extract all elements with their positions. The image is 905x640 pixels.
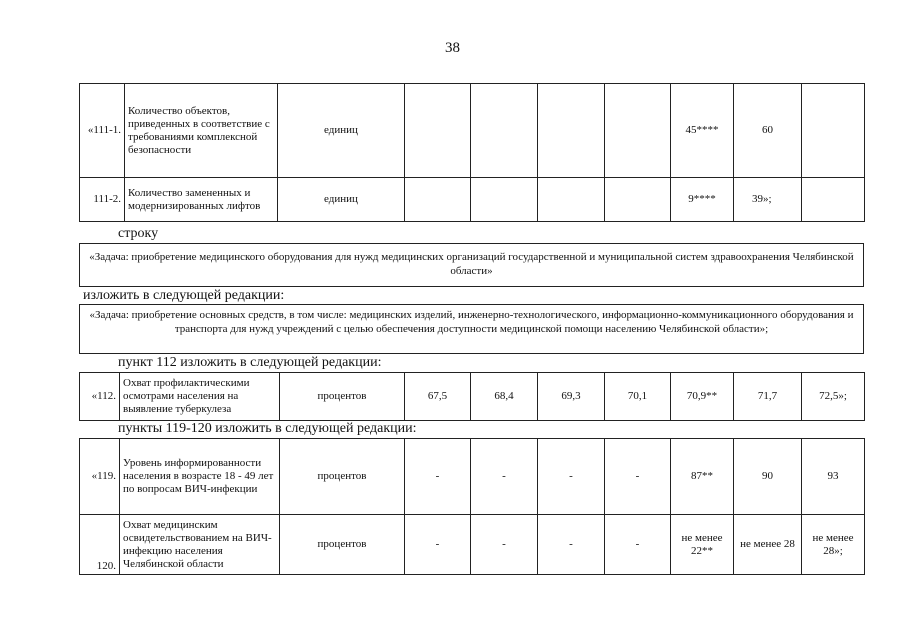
page-number: 38 xyxy=(445,40,460,56)
value-cell: 87** xyxy=(671,439,734,515)
value-cell: - xyxy=(538,515,605,575)
indicator-name: Уровень информированности населения в возрасте 18 - 49 лет по вопросам ВИЧ-инфекции xyxy=(120,439,280,515)
table-row xyxy=(80,515,865,575)
value-cell xyxy=(605,84,671,178)
note-stroku: строку xyxy=(118,226,159,241)
value-cell: 71,7 xyxy=(734,373,802,421)
value-cell: 39»; xyxy=(734,178,802,222)
row-number: «112. xyxy=(80,373,120,421)
value-cell: 70,1 xyxy=(605,373,671,421)
unit: процентов xyxy=(280,515,405,575)
value-cell xyxy=(538,84,605,178)
value-cell: 45**** xyxy=(671,84,734,178)
value-cell xyxy=(405,178,471,222)
row-number: «111-1. xyxy=(80,84,125,178)
row-number: 111-2. xyxy=(80,178,125,222)
value-cell: 70,9** xyxy=(671,373,734,421)
value-cell xyxy=(605,178,671,222)
value-cell xyxy=(538,178,605,222)
table-row xyxy=(80,373,865,421)
value-cell: - xyxy=(471,515,538,575)
value-cell: 68,4 xyxy=(471,373,538,421)
indicator-name: Количество объектов, приведенных в соответствие с требованиями комплексной безопасности xyxy=(125,84,278,178)
value-cell: 67,5 xyxy=(405,373,471,421)
value-cell: - xyxy=(605,515,671,575)
table-119-120 xyxy=(79,438,865,575)
unit: единиц xyxy=(278,84,405,178)
table-row xyxy=(80,84,865,178)
value-cell: - xyxy=(405,515,471,575)
value-cell: 69,3 xyxy=(538,373,605,421)
value-cell: 60 xyxy=(734,84,802,178)
value-cell xyxy=(802,178,865,222)
old-task-box: «Задача: приобретение медицинского оборудования для нужд медицинских организаций государственной и муниципальной систем здравоохранения Челябинской области» xyxy=(79,243,864,287)
value-cell xyxy=(405,84,471,178)
value-cell: 90 xyxy=(734,439,802,515)
indicator-name: Охват медицинским освидетельствованием на ВИЧ-инфекцию населения Челябинской области xyxy=(120,515,280,575)
note-112: пункт 112 изложить в следующей редакции: xyxy=(118,355,382,370)
value-cell: - xyxy=(471,439,538,515)
value-cell xyxy=(471,84,538,178)
note-izlozhit: изложить в следующей редакции: xyxy=(83,288,285,303)
value-cell: - xyxy=(605,439,671,515)
value-cell xyxy=(471,178,538,222)
indicator-name: Охват профилактическими осмотрами населения на выявление туберкулеза xyxy=(120,373,280,421)
table-111 xyxy=(79,83,865,222)
value-cell: не менее 22** xyxy=(671,515,734,575)
note-119-120: пункты 119-120 изложить в следующей редакции: xyxy=(118,421,417,436)
table-row xyxy=(80,439,865,515)
new-task-box: «Задача: приобретение основных средств, в том числе: медицинских изделий, инженерно-технологического, информационно-коммуникационного оборудования и транспорта для нужд учреждений с целью обеспечения доступности медицинской помощи населению Челябинской области»; xyxy=(79,304,864,354)
unit: процентов xyxy=(280,439,405,515)
value-cell xyxy=(802,84,865,178)
row-number: «119. xyxy=(80,439,120,515)
value-cell: - xyxy=(538,439,605,515)
indicator-name: Количество замененных и модернизированных лифтов xyxy=(125,178,278,222)
unit: единиц xyxy=(278,178,405,222)
row-number: 120. xyxy=(80,515,120,575)
unit: процентов xyxy=(280,373,405,421)
value-cell: 9**** xyxy=(671,178,734,222)
value-cell: - xyxy=(405,439,471,515)
value-cell: 93 xyxy=(802,439,865,515)
table-112 xyxy=(79,372,865,421)
value-cell: не менее 28 xyxy=(734,515,802,575)
table-row xyxy=(80,178,865,222)
value-cell: не менее 28»; xyxy=(802,515,865,575)
value-cell: 72,5»; xyxy=(802,373,865,421)
